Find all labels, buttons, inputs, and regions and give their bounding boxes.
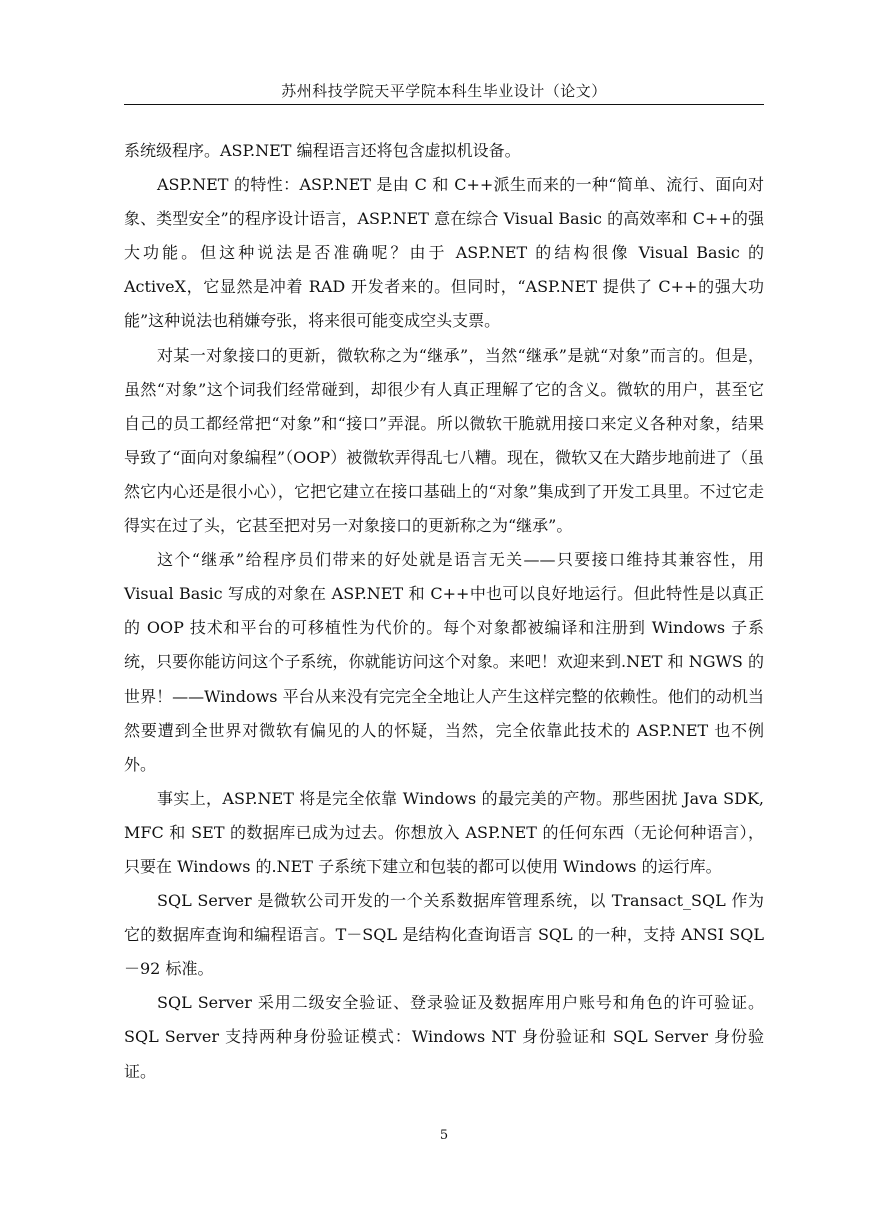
header-rule (124, 104, 764, 105)
paragraph-continuation: 系统级程序。ASP.NET 编程语言还将包含虚拟机设备。 (124, 141, 521, 160)
page-number: 5 (439, 1128, 449, 1143)
body-text (124, 134, 764, 1089)
paragraph-sql-server: SQL Server 是微软公司开发的一个关系数据库管理系统，以 Transact_SQL 作为它的数据库查询和编程语言。T－SQL 是结构化查询语言 SQL 的一种，支持 ANSI SQL－92 标准。 (124, 891, 764, 979)
paragraph-aspnet-features: ASP.NET 的特性：ASP.NET 是由 C 和 C++派生而来的一种“简单、流行、面向对象、类型安全”的程序设计语言，ASP.NET 意在综合 Visual Basic 的高效率和 C++的强大功能。但这种说法是否准确呢？由于 ASP.NET 的结构很像 Visual Basic 的 ActiveX，它显然是冲着 RAD 开发者来的。但同时，“ASP.NET 提供了 C++的强大功能”这种说法也稍嫌夸张，将来很可能变成空头支票。 (124, 175, 764, 331)
paragraph-sql-security: SQL Server 采用二级安全验证、登录验证及数据库用户账号和角色的许可验证。SQL Server 支持两种身份验证模式：Windows NT 身份验证和 SQL Server 身份验证。 (124, 993, 764, 1081)
paragraph-windows-dependence: 事实上，ASP.NET 将是完全依靠 Windows 的最完美的产物。那些困扰 Java SDK, MFC 和 SET 的数据库已成为过去。你想放入 ASP.NET 的任何东西（无论何种语言），只要在 Windows 的.NET 子系统下建立和包装的都可以使用 Windows 的运行库。 (124, 788, 764, 876)
page-header: 苏州科技学院天平学院本科生毕业设计（论文） (281, 82, 607, 100)
paragraph-language-independence: 这个“继承”给程序员们带来的好处就是语言无关——只要接口维持其兼容性，用 Visual Basic 写成的对象在 ASP.NET 和 C++中也可以良好地运行。但此特性是以真正的 OOP 技术和平台的可移植性为代价的。每个对象都被编译和注册到 Windows 子系统，只要你能访问这个子系统，你就能访问这个对象。来吧！欢迎来到.NET 和 NGWS 的世界！——Windows 平台从来没有完完全全地让人产生这样完整的依赖性。他们的动机当然要遭到全世界对微软有偏见的人的怀疑，当然，完全依靠此技术的 ASP.NET 也不例外。 (124, 550, 764, 774)
paragraph-inheritance: 对某一对象接口的更新，微软称之为“继承”，当然“继承”是就“对象”而言的。但是，虽然“对象”这个词我们经常碰到，却很少有人真正理解了它的含义。微软的用户，甚至它自己的员工都经常把“对象”和“接口”弄混。所以微软干脆就用接口来定义各种对象，结果导致了“面向对象编程”（OOP）被微软弄得乱七八糟。现在，微软又在大踏步地前进了（虽然它内心还是很小心），它把它建立在接口基础上的“对象”集成到了开发工具里。不过它走得实在过了头，它甚至把对另一对象接口的更新称之为“继承”。 (124, 345, 764, 536)
